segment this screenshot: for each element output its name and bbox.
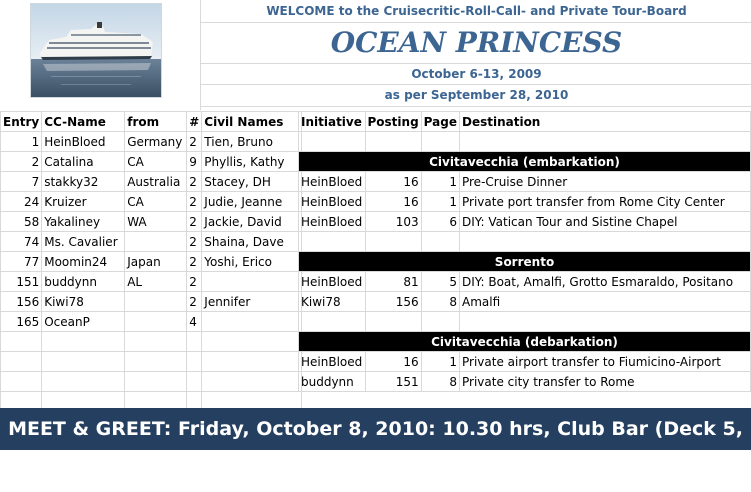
initiative-cell: Kiwi78 xyxy=(299,292,366,312)
count-cell: 2 xyxy=(187,292,202,312)
empty-row xyxy=(1,332,302,352)
table-row xyxy=(1,132,302,152)
initiative-cell: HeinBloed xyxy=(299,192,366,212)
cc-name-cell: Catalina xyxy=(42,152,125,172)
from-cell: Australia xyxy=(125,172,187,192)
port-heading-row xyxy=(299,252,751,272)
from-cell: CA xyxy=(125,192,187,212)
roll-call-table xyxy=(0,111,302,412)
cc-name-cell: HeinBloed xyxy=(42,132,125,152)
civil-names-cell: Shaina, Dave xyxy=(202,232,302,252)
destination-cell: Pre-Cruise Dinner xyxy=(459,172,750,192)
count-cell: 4 xyxy=(187,312,202,332)
cc-name-cell: buddynn xyxy=(42,272,125,292)
cc-name-cell: Ms. Cavalier xyxy=(42,232,125,252)
table-row xyxy=(1,152,302,172)
page-cell: 8 xyxy=(421,372,459,392)
table-row xyxy=(1,292,302,312)
entry-cell: 156 xyxy=(1,292,42,312)
table-row xyxy=(299,172,751,192)
civil-names-cell: Judie, Jeanne xyxy=(202,192,302,212)
entry-cell: 151 xyxy=(1,272,42,292)
col-header-destination: Destination xyxy=(459,112,750,132)
civil-names-cell: Jennifer xyxy=(202,292,302,312)
col-header-civil-names: Civil Names xyxy=(202,112,302,132)
page-cell: 1 xyxy=(421,172,459,192)
table-row xyxy=(1,272,302,292)
col-header-posting: Posting xyxy=(365,112,421,132)
posting-cell: 16 xyxy=(365,172,421,192)
table-row xyxy=(1,192,302,212)
entry-cell: 2 xyxy=(1,152,42,172)
header-block xyxy=(200,0,751,110)
table-row xyxy=(299,272,751,292)
posting-cell: 156 xyxy=(365,292,421,312)
count-cell: 2 xyxy=(187,172,202,192)
page-cell: 8 xyxy=(421,292,459,312)
page-cell: 1 xyxy=(421,192,459,212)
count-cell: 2 xyxy=(187,252,202,272)
cc-name-cell: Kiwi78 xyxy=(42,292,125,312)
posting-cell: 81 xyxy=(365,272,421,292)
count-cell: 2 xyxy=(187,212,202,232)
page-cell: 6 xyxy=(421,212,459,232)
col-header-initiative: Initiative xyxy=(299,112,366,132)
meet-and-greet-banner: MEET & GREET: Friday, October 8, 2010: 10.30 hrs, Club Bar (Deck 5, Aft) xyxy=(0,408,751,450)
civil-names-cell: Phyllis, Kathy xyxy=(202,152,302,172)
civil-names-cell xyxy=(202,272,302,292)
col-header-page: Page xyxy=(421,112,459,132)
port-heading-row xyxy=(299,152,751,172)
page-cell: 5 xyxy=(421,272,459,292)
civil-names-cell: Yoshi, Erico xyxy=(202,252,302,272)
col-header-from: from xyxy=(125,112,187,132)
empty-row xyxy=(1,352,302,372)
spacer-row xyxy=(299,132,751,152)
entry-cell: 77 xyxy=(1,252,42,272)
destination-cell: Private airport transfer to Fiumicino-Airport xyxy=(459,352,750,372)
col-header-cc-name: CC-Name xyxy=(42,112,125,132)
count-cell: 2 xyxy=(187,272,202,292)
destination-cell: Amalfi xyxy=(459,292,750,312)
count-cell: 9 xyxy=(187,152,202,172)
civil-names-cell: Jackie, David xyxy=(202,212,302,232)
initiative-cell: HeinBloed xyxy=(299,212,366,232)
page-title: OCEAN PRINCESS xyxy=(201,23,751,64)
destination-cell: DIY: Vatican Tour and Sistine Chapel xyxy=(459,212,750,232)
cc-name-cell: Yakaliney xyxy=(42,212,125,232)
initiative-cell: HeinBloed xyxy=(299,272,366,292)
entry-cell: 7 xyxy=(1,172,42,192)
empty-row xyxy=(1,372,302,392)
posting-cell: 16 xyxy=(365,192,421,212)
table-row xyxy=(1,172,302,192)
tour-board-table xyxy=(298,111,751,392)
civil-names-cell xyxy=(202,312,302,332)
welcome-line: WELCOME to the Cruisecritic-Roll-Call- and Private Tour-Board xyxy=(201,0,751,23)
from-cell xyxy=(125,292,187,312)
entry-cell: 165 xyxy=(1,312,42,332)
from-cell: Germany xyxy=(125,132,187,152)
table-row xyxy=(1,252,302,272)
cc-name-cell: stakky32 xyxy=(42,172,125,192)
initiative-cell: buddynn xyxy=(299,372,366,392)
count-cell: 2 xyxy=(187,132,202,152)
count-cell: 2 xyxy=(187,232,202,252)
posting-cell: 151 xyxy=(365,372,421,392)
entry-cell: 24 xyxy=(1,192,42,212)
initiative-cell: HeinBloed xyxy=(299,172,366,192)
from-cell: WA xyxy=(125,212,187,232)
col-header-count: # xyxy=(187,112,202,132)
ship-photo xyxy=(30,3,162,98)
initiative-cell: HeinBloed xyxy=(299,352,366,372)
table-row xyxy=(299,192,751,212)
civil-names-cell: Tien, Bruno xyxy=(202,132,302,152)
from-cell xyxy=(125,232,187,252)
from-cell xyxy=(125,312,187,332)
posting-cell: 103 xyxy=(365,212,421,232)
entry-cell: 58 xyxy=(1,212,42,232)
spacer-row xyxy=(299,232,751,252)
cc-name-cell: Kruizer xyxy=(42,192,125,212)
table-row xyxy=(299,352,751,372)
col-header-entry: Entry xyxy=(1,112,42,132)
port-heading: Civitavecchia (debarkation) xyxy=(299,332,751,352)
entry-cell: 1 xyxy=(1,132,42,152)
table-row xyxy=(1,312,302,332)
table-row xyxy=(299,372,751,392)
cc-name-cell: Moomin24 xyxy=(42,252,125,272)
from-cell: Japan xyxy=(125,252,187,272)
table-row xyxy=(1,232,302,252)
destination-cell: Private port transfer from Rome City Center xyxy=(459,192,750,212)
port-heading: Civitavecchia (embarkation) xyxy=(299,152,751,172)
from-cell: CA xyxy=(125,152,187,172)
count-cell: 2 xyxy=(187,192,202,212)
table-row xyxy=(1,212,302,232)
cc-name-cell: OceanP xyxy=(42,312,125,332)
page-cell: 1 xyxy=(421,352,459,372)
table-row xyxy=(299,212,751,232)
as-of-date: as per September 28, 2010 xyxy=(201,84,751,107)
spacer-row xyxy=(299,312,751,332)
table-row xyxy=(299,292,751,312)
destination-cell: DIY: Boat, Amalfi, Grotto Esmaraldo, Positano xyxy=(459,272,750,292)
cruise-dates: October 6-13, 2009 xyxy=(201,64,751,85)
from-cell: AL xyxy=(125,272,187,292)
port-heading: Sorrento xyxy=(299,252,751,272)
roll-header-row xyxy=(1,112,302,132)
posting-cell: 16 xyxy=(365,352,421,372)
civil-names-cell: Stacey, DH xyxy=(202,172,302,192)
destination-cell: Private city transfer to Rome xyxy=(459,372,750,392)
port-heading-row xyxy=(299,332,751,352)
entry-cell: 74 xyxy=(1,232,42,252)
plan-header-row xyxy=(299,112,751,132)
